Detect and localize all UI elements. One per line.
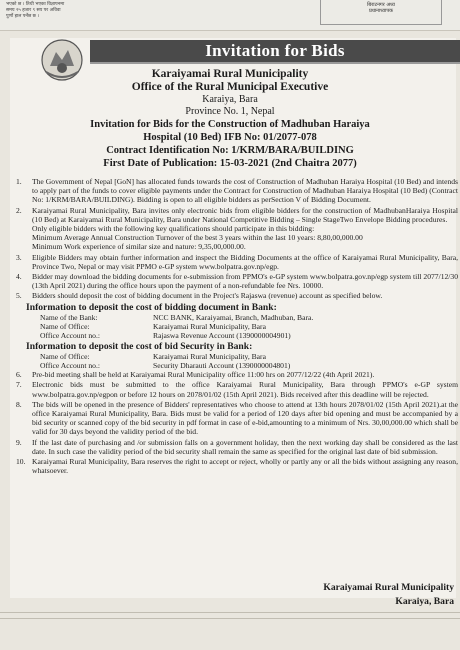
- bank-security-heading: Information to deposit the cost of bid Security in Bank:: [26, 340, 253, 352]
- page-divider: [0, 618, 460, 619]
- list-item: 2. Karaiyamai Rural Municipality, Bara invites only electronic bids from eligible bidders for the construction of MadhubanHaraiya Hospital (10 Bed) at Karaiyamai Rural Municipality, Bara under National Competitive Bidding – Single StageTwo Envelope Bidding procedures. Only eligible bidders with the following key qualifications should participate in this bidding: Minimum Average Annual Construction Turnover of the best 3 years within the last 10 years: 8,80,00,000.00 Minimum Work experience of similar size and nature: 9,35,00,000.00.: [16, 205, 458, 252]
- list-item: 5. Bidders should deposit the cost of bidding document in the Project's Rajaswa (revenue) account as specified below.: [16, 291, 383, 301]
- bid-clauses-list: [10, 177, 458, 476]
- bank-doc-row: Office Account no.: Rajaswa Revenue Account (1390000004901): [40, 331, 291, 341]
- list-item: 9. If the last date of purchasing and /or submission falls on a government holiday, then the next working day shall be considered as the last date. In such case the validity period of the bid security shall remain the same as specified for the original last date of bid submission.: [16, 437, 458, 456]
- signature-place: Karaiya, Bara: [395, 596, 454, 607]
- signature-municipality: Karaiyamai Rural Municipality: [323, 582, 454, 593]
- municipality-name: Karaiyamai Rural Municipality: [151, 68, 309, 80]
- page-divider: [0, 612, 460, 613]
- bank-doc-row: Name of Office: Karaiyamai Rural Municipality, Bara: [40, 321, 266, 331]
- list-item: 6. Pre-bid meeting shall be held at Karaiyamai Rural Municipality office 11:00 hrs on 2077/12/22 (4th April 2021).: [16, 370, 375, 380]
- list-item: 10. Karaiyamai Rural Municipality, Bara reserves the right to accept or reject, wholly or partly any or all the bids without assigning any reason, whatsoever.: [16, 456, 458, 476]
- list-item: 4. Bidder may download the bidding documents for e-submission from PPMO's e-GP system www.bolpatra.gov.np/egp system till 2077/12/30 (13th April 2021) during the office hours upon the payment of a non-refundable fee Nrs. 10000.: [16, 272, 458, 291]
- list-item: 1. The Government of Nepal [GoN] has allocated funds towards the cost of Construction of Madhuban Haraiya Hospital (10 Bed) and intends to apply part of the funds to cover eligible payments under the Contract for Construction of Madhuban Haraiya Hospital (10 Bed) (Contract No: 1/KRM/BARA/BUILDING). Bidding is open to all eligible bidders as perSection V of Bidding Document.: [16, 177, 458, 205]
- header-bar: [90, 40, 460, 64]
- contract-id: Contract Identification No: 1/KRM/BARA/BUILDING: [106, 145, 354, 156]
- bank-security-row: Office Account no.: Security Dharauti Account (1390000004801): [40, 360, 291, 370]
- publication-date: First Date of Publication: 15-03-2021 (2nd Chaitra 2077): [103, 158, 357, 169]
- list-item: 8. The bids will be opened in the presence of Bidders' representatives who choose to attend at 13th hours 2078/01/02 (15th April 2021).at the office Karaiyamai Rural Municipality, Bara. Bids must be valid for a period of 120 days after bid opening and must be accompanied by a bid security or scanned copy of the bid security in pdf format in case of e-bid,amounting to a minimum of Nrs. 30,00,000.00 which shall be valid for 30 days beyond the validity period of the bid.: [16, 399, 458, 437]
- bank-doc-heading: Information to deposit the cost of bidding document in Bank:: [26, 301, 277, 313]
- bank-doc-row: Name of the Bank: NCC BANK, Karaiyamai, Branch, Madhuban, Bara.: [40, 312, 314, 322]
- headline-line-2: Hospital (10 Bed) IFB No: 01/2077-078: [143, 132, 317, 143]
- province-name: Province No. 1, Nepal: [185, 106, 275, 117]
- masthead-left-snippet: भएको छ । तिथी भएका विज्ञापनमा समय २५ हजार ९ सय पर अविवा पुर्णो हाल पर्नेछ छ ।: [6, 2, 65, 19]
- masthead-right-box: बिराटनगर अध्य प्रधानाध्यापक: [320, 0, 442, 25]
- notice-title: Invitation for Bids: [205, 41, 345, 60]
- office-name: Office of the Rural Municipal Executive: [131, 81, 329, 93]
- page-divider: [0, 30, 460, 31]
- list-item: 7. Electronic bids must be submitted to the office Karaiyamai Rural Municipality, Bara through PPMO's e-GP system www.bolpatra.gov.np/egpon or before 12 hours on 2078/01/02 (15th April 2021). Bids received after this deadline will be rejected.: [16, 380, 458, 399]
- place-name: Karaiya, Bara: [202, 94, 258, 105]
- list-item: 3. Eligible Bidders may obtain further information and inspect the Bidding Documents at the office of Karaiyamai Rural Municipality, Bara, Province Two, Nepal or may visit PPMO e-GP system www.bolpatra.gov.np/egp.: [16, 252, 458, 271]
- headline-line-1: Invitation for Bids for the Construction of Madhuban Haraiya: [90, 119, 370, 130]
- bank-security-row: Name of Office: Karaiyamai Rural Municipality, Bara: [40, 351, 266, 361]
